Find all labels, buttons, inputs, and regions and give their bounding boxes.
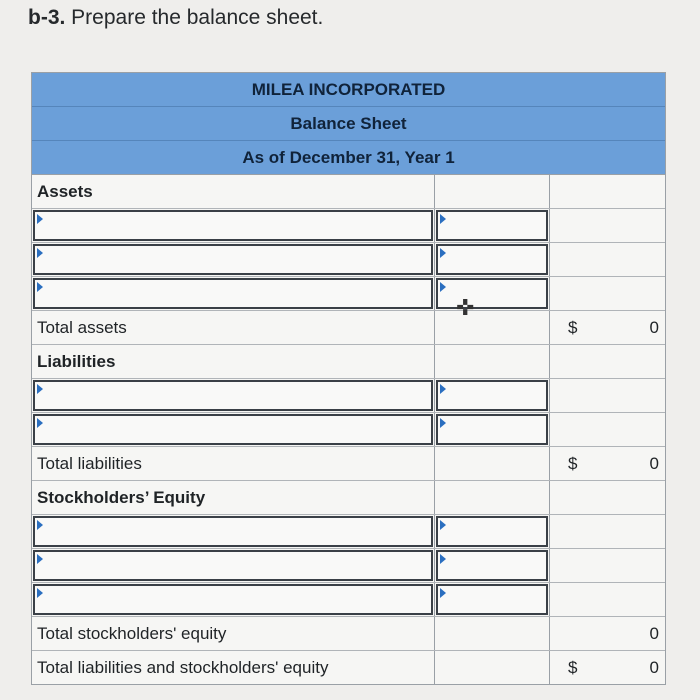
equity-amount-input[interactable]: [436, 550, 548, 581]
statement-title: Balance Sheet: [32, 107, 665, 141]
question-heading: [28, 6, 323, 30]
dropdown-marker-icon: [37, 282, 43, 292]
liabilities-label: Liabilities: [32, 345, 435, 378]
liability-amount-input[interactable]: [436, 414, 548, 445]
total-assets-row: [32, 311, 665, 345]
equity-amount-input[interactable]: [436, 516, 548, 547]
liability-account-dropdown[interactable]: [33, 414, 433, 445]
total-liabilities-currency: $: [568, 453, 578, 473]
liability-amount-input[interactable]: [436, 380, 548, 411]
total-equity-label: Total stockholders' equity: [32, 617, 435, 650]
total-assets-value: 0: [649, 317, 659, 337]
equity-amount-input[interactable]: [436, 584, 548, 615]
equity-label: Stockholders’ Equity: [32, 481, 435, 514]
dropdown-marker-icon: [440, 588, 446, 598]
dropdown-marker-icon: [37, 554, 43, 564]
liability-entry-row: [32, 379, 665, 413]
dropdown-marker-icon: [440, 214, 446, 224]
asset-account-dropdown[interactable]: [33, 244, 433, 275]
total-liabilities-row: [32, 447, 665, 481]
asset-account-dropdown[interactable]: [33, 210, 433, 241]
asset-entry-row: [32, 243, 665, 277]
total-equity-row: [32, 617, 665, 651]
asset-amount-input[interactable]: [436, 210, 548, 241]
statement-date: As of December 31, Year 1: [32, 141, 665, 175]
dropdown-marker-icon: [440, 418, 446, 428]
dropdown-marker-icon: [37, 248, 43, 258]
total-liabilities-equity-currency: $: [568, 657, 578, 677]
equity-entry-row: [32, 583, 665, 617]
equity-account-dropdown[interactable]: [33, 584, 433, 615]
equity-entry-row: [32, 549, 665, 583]
liabilities-section-row: [32, 345, 665, 379]
dropdown-marker-icon: [440, 384, 446, 394]
total-liabilities-label: Total liabilities: [32, 447, 435, 480]
dropdown-marker-icon: [37, 588, 43, 598]
asset-entry-row: [32, 209, 665, 243]
liability-entry-row: [32, 413, 665, 447]
equity-section-row: [32, 481, 665, 515]
assets-section-row: [32, 175, 665, 209]
asset-account-dropdown[interactable]: [33, 278, 433, 309]
move-cursor-icon: ✜: [456, 295, 475, 320]
total-liabilities-equity-label: Total liabilities and stockholders' equity: [32, 651, 435, 684]
dropdown-marker-icon: [37, 520, 43, 530]
total-liabilities-equity-value: 0: [649, 657, 659, 677]
total-liabilities-equity-row: [32, 651, 665, 684]
equity-account-dropdown[interactable]: [33, 516, 433, 547]
dropdown-marker-icon: [440, 248, 446, 258]
dropdown-marker-icon: [440, 282, 446, 292]
balance-sheet-table: [31, 72, 666, 685]
assets-label: Assets: [32, 175, 435, 208]
equity-entry-row: [32, 515, 665, 549]
question-text: Prepare the balance sheet.: [65, 6, 324, 29]
asset-amount-input[interactable]: [436, 278, 548, 309]
dropdown-marker-icon: [37, 214, 43, 224]
dropdown-marker-icon: [440, 554, 446, 564]
total-assets-label: Total assets: [32, 311, 435, 344]
equity-account-dropdown[interactable]: [33, 550, 433, 581]
dropdown-marker-icon: [37, 384, 43, 394]
asset-amount-input[interactable]: [436, 244, 548, 275]
asset-entry-row: [32, 277, 665, 311]
total-liabilities-value: 0: [649, 453, 659, 473]
dropdown-marker-icon: [37, 418, 43, 428]
liability-account-dropdown[interactable]: [33, 380, 433, 411]
total-assets-currency: $: [568, 317, 578, 337]
company-name: MILEA INCORPORATED: [32, 73, 665, 107]
dropdown-marker-icon: [440, 520, 446, 530]
total-equity-value: 0: [649, 623, 659, 643]
question-number: b-3.: [28, 6, 66, 29]
